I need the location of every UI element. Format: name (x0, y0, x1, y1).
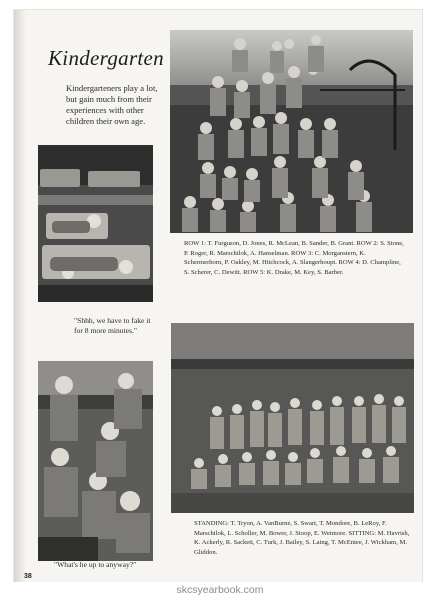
nap-time-photo (38, 145, 153, 302)
outdoor-class-photo (171, 323, 414, 513)
outdoor-class-photo-icon (171, 323, 414, 513)
page-binding-shadow (14, 10, 26, 582)
nap-quote-caption: "Shhh, we have to fake it for 8 more minutes." (74, 316, 151, 335)
yearbook-page (14, 10, 422, 582)
page-title: Kindergarten (48, 46, 164, 70)
children-napping-photo-icon (38, 145, 153, 302)
watermark-footer: skcsyearbook.com (0, 582, 440, 600)
children-circle-photo-icon (38, 361, 153, 561)
group-photo-icon (170, 30, 413, 233)
circle-quote-caption: "What's he up to anyway?" (54, 560, 137, 569)
intro-text: Kindergarteners play a lot, but gain much from their experiences with other children their own age. (66, 83, 158, 126)
page-number: 38 (24, 573, 32, 580)
playground-group-photo (170, 30, 413, 233)
children-circle-photo (38, 361, 153, 561)
group-one-caption: ROW 1: T. Furguson, D. Jones, R. McLean, B. Sander, B. Grant. ROW 2: S. Stone, P. Roger, R. Marschilok, A. Hanselman. ROW 3: C. Morganstern, K. Schermerhorn, P. Oakley, M. Hitchcock, A. Slangerhoupt. ROW 4: D. Champline, S. Scherer, C. Dewitt. ROW 5: K. Drake, M. Key, S. Barber. (184, 240, 404, 276)
group-two-caption: STANDING: T. Tryon, A. VanBurne, S. Swart, T. Mondore, B. LeRoy, F. Marschilok, L. Scholler, M. Bower, J. Stoop, E. Wetmore. SITTING: M. Havrish, K. Ackerly, R. Sackett, C. Turk, J. Bailey, S. Laing, T. McEntee, J. Wickham, M. Gliddon. (194, 520, 410, 556)
